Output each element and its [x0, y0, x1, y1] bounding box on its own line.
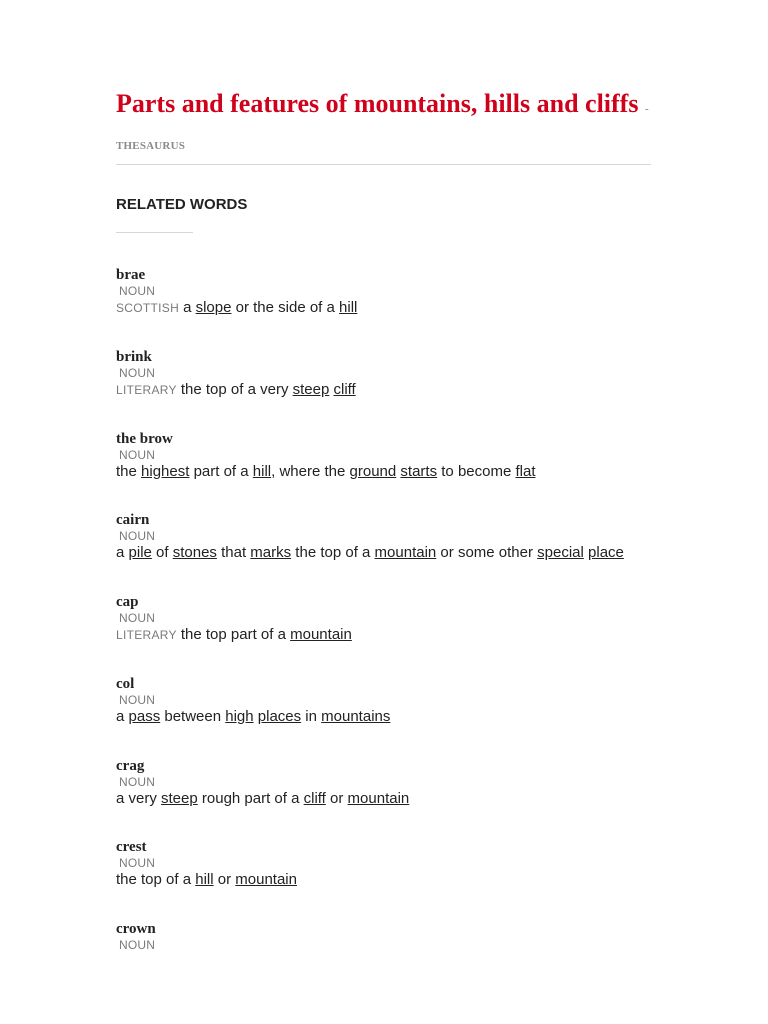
definition-text: the top of a: [116, 871, 196, 889]
definition-text: or some other: [436, 544, 538, 562]
definition-word-link[interactable]: special: [537, 544, 584, 562]
entry-definition: [116, 707, 651, 727]
entry-definition: [116, 380, 651, 400]
definition-text: in: [301, 707, 322, 725]
entry-definition: [116, 870, 651, 890]
definition-text: the top part of a: [180, 626, 291, 643]
definition-text: or: [213, 871, 236, 889]
entry-headword: crest: [116, 839, 147, 856]
definition-text: part of a: [189, 462, 253, 480]
entry-headword: cairn: [116, 512, 150, 529]
definition-word-link[interactable]: ground: [349, 462, 397, 480]
definition-text: a: [183, 299, 196, 316]
entry-part-of-speech: NOUN: [119, 856, 156, 871]
entry-definition: [116, 543, 651, 563]
entry-part-of-speech: NOUN: [119, 938, 156, 952]
entry-brae: [116, 266, 651, 348]
definition-text: or: [325, 789, 348, 807]
definition-word-link[interactable]: mountain: [347, 789, 410, 807]
page-title-text: Parts and features of mountains, hills and cliffs: [116, 89, 639, 118]
entry-headword: the brow: [116, 430, 173, 447]
definition-text: or the side of a: [231, 299, 340, 316]
entry-part-of-speech: NOUN: [119, 447, 156, 462]
entry-part-of-speech: NOUN: [119, 692, 156, 707]
definition-word-link[interactable]: stones: [172, 544, 217, 562]
entry-definition: [116, 789, 651, 809]
definition-text: a: [116, 544, 129, 562]
definition-word-link[interactable]: mountains: [321, 707, 391, 725]
entry-headword: brink: [116, 348, 152, 365]
entry-part-of-speech: NOUN: [119, 611, 156, 625]
definition-text: the top of a very: [180, 380, 293, 398]
definition-word-link[interactable]: steep: [292, 380, 330, 398]
section-divider: [116, 232, 193, 233]
entry-headword: crown: [116, 921, 156, 937]
definition-word-link[interactable]: hill: [339, 299, 358, 316]
entry-definition: [116, 462, 651, 482]
definition-text: the top of a: [291, 544, 375, 562]
entry-crest: [116, 838, 651, 920]
definition-text: that: [216, 544, 251, 562]
definition-text: rough part of a: [197, 789, 304, 807]
entry-col: [116, 675, 651, 757]
entry-part-of-speech: NOUN: [119, 365, 156, 380]
definition-word-link[interactable]: pass: [128, 707, 161, 725]
entry-part-of-speech: NOUN: [119, 774, 156, 789]
definition-word-link[interactable]: steep: [161, 789, 198, 807]
definition-word-link[interactable]: place: [588, 544, 624, 562]
entry-headword: col: [116, 675, 135, 692]
definition-word-link[interactable]: flat: [515, 462, 536, 480]
definition-word-link[interactable]: cliff: [303, 789, 326, 807]
definition-word-link[interactable]: mountain: [374, 544, 437, 562]
related-words-heading: RELATED WORDS: [116, 196, 248, 213]
entry-crown: [116, 920, 651, 1002]
definition-word-link[interactable]: mountain: [290, 626, 352, 643]
entry-part-of-speech: NOUN: [119, 284, 156, 298]
entry-definition: [116, 625, 651, 645]
definition-text: , where the: [271, 462, 350, 480]
definition-word-link[interactable]: places: [257, 707, 302, 725]
definition-text: to become: [437, 462, 516, 480]
definition-word-link[interactable]: pile: [128, 544, 152, 562]
definition-word-link[interactable]: hill: [195, 871, 214, 889]
entry-register-label: LITERARY: [116, 382, 177, 397]
entry-headword: brae: [116, 267, 146, 283]
definition-text: of: [151, 544, 173, 562]
definition-word-link[interactable]: slope: [195, 299, 232, 316]
thesaurus-page: [116, 88, 651, 1002]
definition-text: between: [160, 707, 226, 725]
entry-cap: [116, 593, 651, 675]
entry-list: [116, 266, 651, 1002]
entry-headword: crag: [116, 757, 145, 774]
definition-word-link[interactable]: hill: [252, 462, 272, 480]
definition-text: the: [116, 462, 142, 480]
page-title: [116, 88, 651, 165]
entry-cairn: [116, 511, 651, 593]
definition-word-link[interactable]: high: [225, 707, 254, 725]
entry-register-label: SCOTTISH: [116, 301, 180, 315]
definition-word-link[interactable]: starts: [400, 462, 438, 480]
definition-word-link[interactable]: cliff: [333, 380, 356, 398]
definition-text: a: [116, 707, 129, 725]
entry-crag: [116, 757, 651, 839]
entry-the-brow: [116, 430, 651, 512]
entry-register-label: LITERARY: [116, 628, 177, 642]
entry-headword: cap: [116, 594, 139, 610]
page-title-suffix: - THESAURUS: [116, 103, 649, 152]
definition-text: a very: [116, 789, 162, 807]
entry-brink: [116, 348, 651, 430]
entry-definition: [116, 298, 651, 318]
definition-word-link[interactable]: highest: [141, 462, 190, 480]
definition-word-link[interactable]: mountain: [235, 871, 297, 889]
entry-part-of-speech: NOUN: [119, 529, 156, 544]
definition-word-link[interactable]: marks: [250, 544, 292, 562]
